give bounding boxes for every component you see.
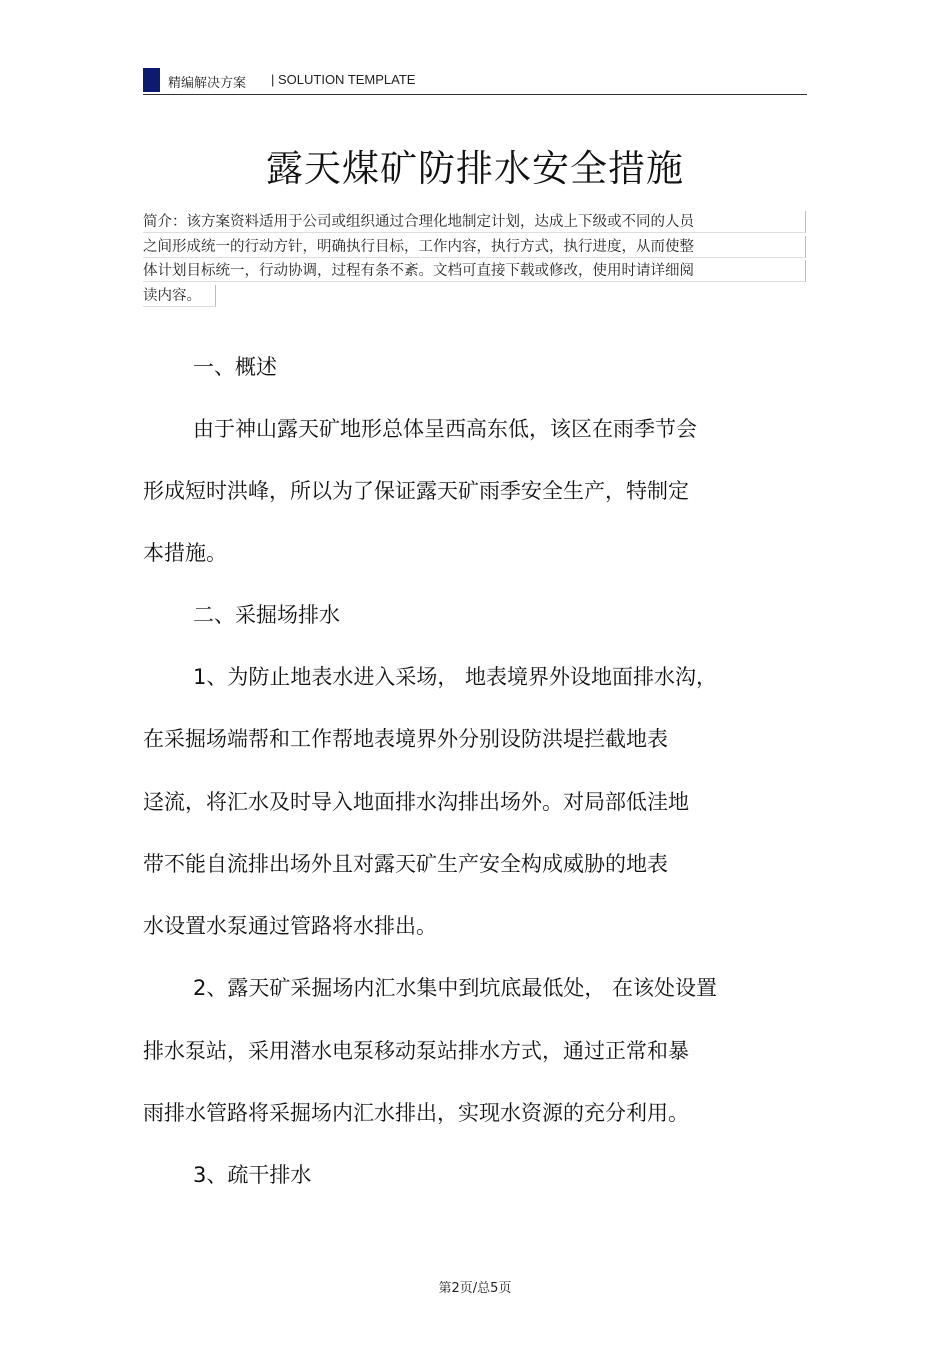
header-template-label: | SOLUTION TEMPLATE [271,72,416,87]
paragraph-line: 在采掘场端帮和工作帮地表境界外分别设防洪堤拦截地表 [143,727,668,751]
section-heading: 一、概述 [193,355,277,379]
page-number: 第2页/总5页 [438,1281,512,1296]
paragraph-line: 2、露天矿采掘场内汇水集中到坑底最低处， 在该处设置 [193,976,718,1000]
paragraph-line: 雨排水管路将采掘场内汇水排出，实现水资源的充分利用。 [143,1101,689,1125]
paragraph-line: 迳流，将汇水及时导入地面排水沟排出场外。对局部低洼地 [143,790,689,814]
section-heading: 3、疏干排水 [193,1163,312,1187]
paragraph-line: 水设置水泵通过管路将水排出。 [143,914,437,938]
document-title: 露天煤矿防排水安全措施 [266,147,684,190]
paragraph-line: 1、为防止地表水进入采场， 地表境界外设地面排水沟， [193,665,718,689]
intro-line: 之间形成统一的行动方针，明确执行目标，工作内容，执行方式，执行进度，从而使整 [143,236,806,258]
paragraph-line: 形成短时洪峰，所以为了保证露天矿雨季安全生产，特制定 [143,479,689,503]
paragraph-line: 排水泵站，采用潜水电泵移动泵站排水方式，通过正常和暴 [143,1039,689,1063]
intro-line: 读内容。 [143,285,216,307]
paragraph-line: 由于神山露天矿地形总体呈西高东低，该区在雨季节会 [193,417,697,441]
paragraph-line: 带不能自流排出场外且对露天矿生产安全构成威胁的地表 [143,852,668,876]
paragraph-line: 本措施。 [143,541,227,565]
intro-line: 简介：该方案资料适用于公司或组织通过合理化地制定计划，达成上下级或不同的人员 [143,211,806,233]
section-heading: 二、采掘场排水 [193,603,340,627]
logo-icon [143,68,160,92]
page-header [143,66,807,95]
intro-line: 体计划目标统一，行动协调，过程有条不紊。文档可直接下载或修改，使用时请详细阅 [143,260,806,282]
header-brand: 精编解决方案 [168,76,247,91]
